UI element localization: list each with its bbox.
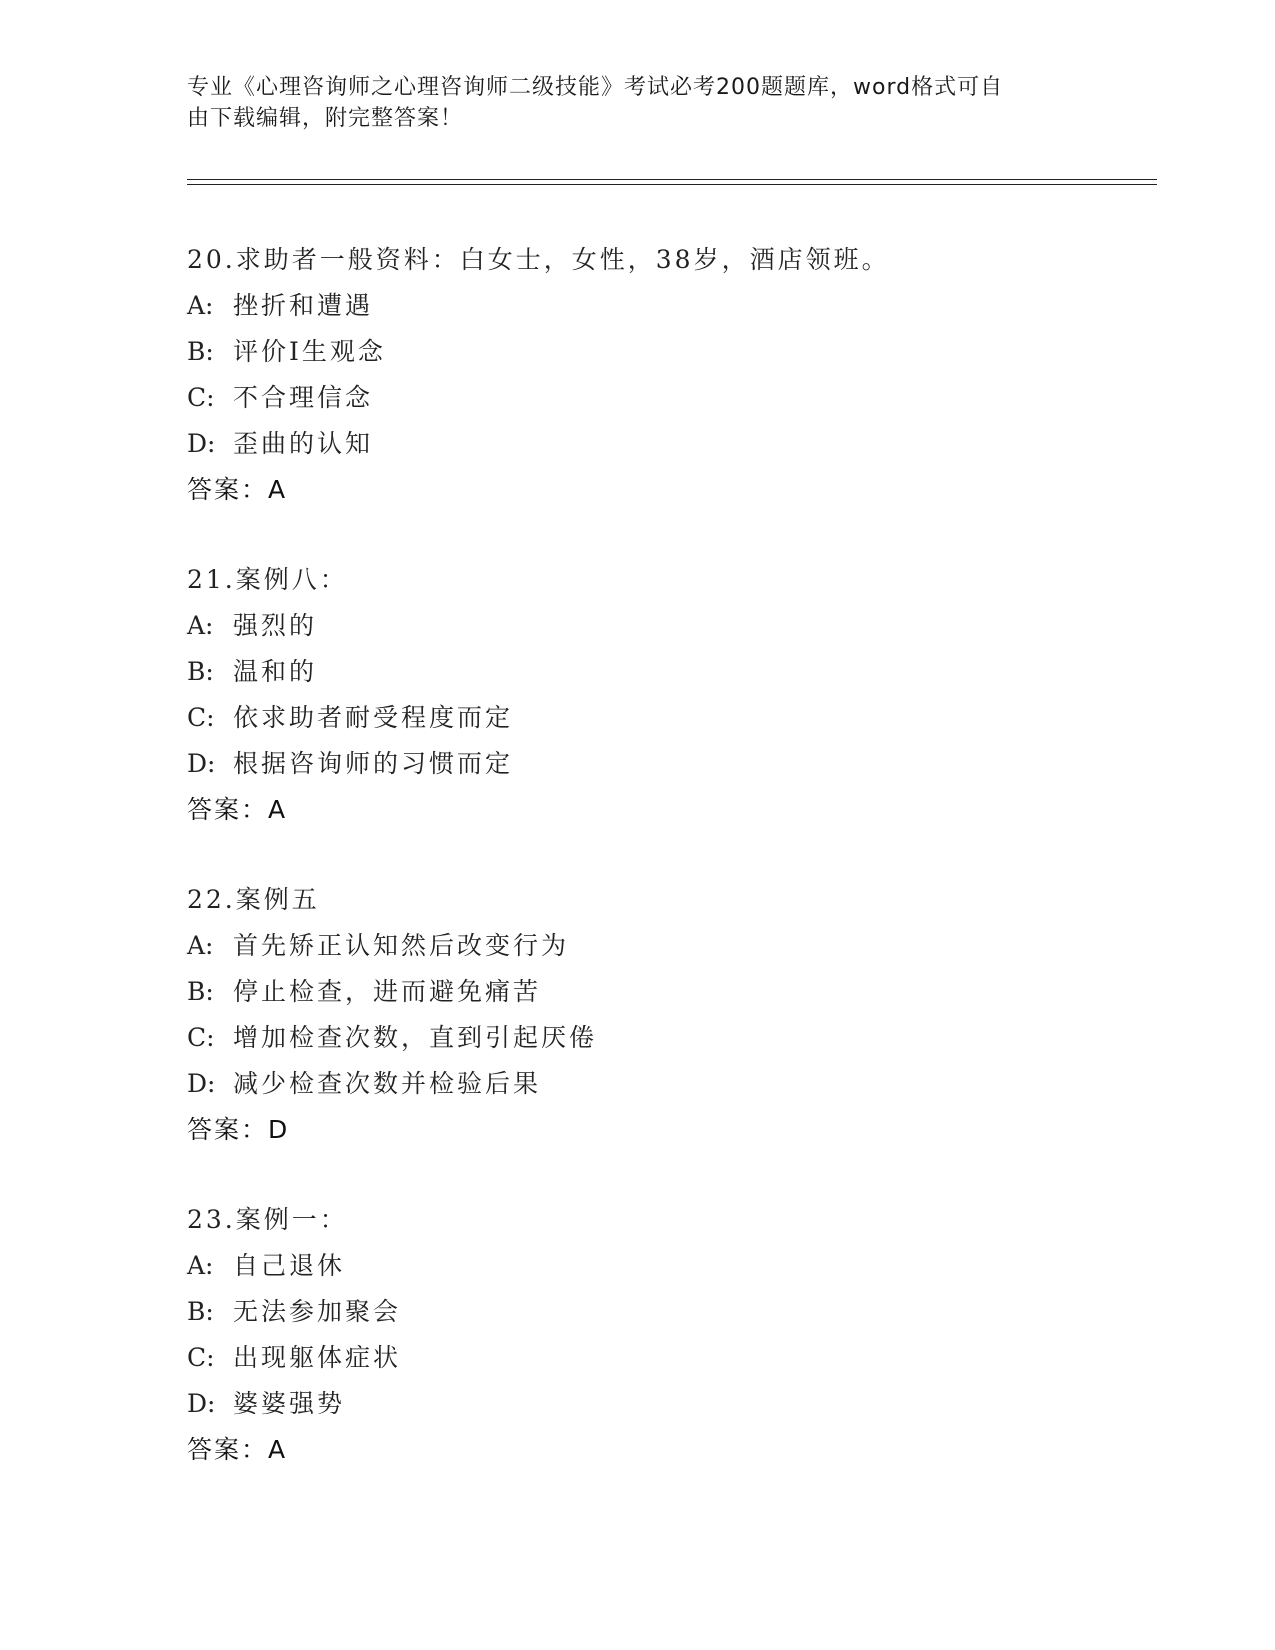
option-text: 温和的 xyxy=(233,657,318,686)
document-header xyxy=(187,72,1067,134)
option-text: 增加检查次数，直到引起厌倦 xyxy=(233,1023,598,1052)
question-stem: 23.案例一： xyxy=(187,1205,348,1234)
option-text: 强烈的 xyxy=(233,611,318,640)
question-stem: 20.求助者一般资料：白女士，女性，38岁，酒店领班。 xyxy=(187,245,890,274)
option-key: D: xyxy=(187,749,216,778)
option-c xyxy=(187,1015,1137,1061)
option-a xyxy=(187,603,1137,649)
option-text: 根据咨询师的习惯而定 xyxy=(233,749,514,778)
option-text: 依求助者耐受程度而定 xyxy=(233,703,514,732)
option-text: 不合理信念 xyxy=(233,383,374,412)
option-text: 歪曲的认知 xyxy=(233,429,374,458)
option-text: 减少检查次数并检验后果 xyxy=(233,1069,542,1098)
option-text: 评价Ⅰ生观念 xyxy=(233,337,386,366)
question-stem: 21.案例八： xyxy=(187,565,348,594)
option-a xyxy=(187,1243,1137,1289)
option-key: B: xyxy=(187,657,214,686)
option-key: C: xyxy=(187,1343,215,1372)
option-key: A: xyxy=(187,1251,214,1280)
option-text: 挫折和遭遇 xyxy=(233,291,374,320)
option-c xyxy=(187,1335,1137,1381)
question-20 xyxy=(187,237,1137,513)
option-c xyxy=(187,375,1137,421)
question-21 xyxy=(187,557,1137,833)
option-b xyxy=(187,969,1137,1015)
option-text: 自己退休 xyxy=(233,1251,346,1280)
option-key: B: xyxy=(187,337,214,366)
question-stem: 22.案例五 xyxy=(187,885,320,914)
option-key: B: xyxy=(187,977,214,1006)
option-a xyxy=(187,283,1137,329)
option-b xyxy=(187,329,1137,375)
option-text: 首先矫正认知然后改变行为 xyxy=(233,931,570,960)
option-d xyxy=(187,1381,1137,1427)
question-22 xyxy=(187,877,1137,1153)
option-key: A: xyxy=(187,291,214,320)
option-d xyxy=(187,741,1137,787)
question-23 xyxy=(187,1197,1137,1473)
option-d xyxy=(187,1061,1137,1107)
option-key: B: xyxy=(187,1297,214,1326)
header-divider-top xyxy=(187,179,1157,180)
option-d xyxy=(187,421,1137,467)
option-key: C: xyxy=(187,703,215,732)
option-text: 出现躯体症状 xyxy=(233,1343,402,1372)
option-a xyxy=(187,923,1137,969)
option-key: A: xyxy=(187,611,214,640)
header-line-2: 由下载编辑，附完整答案！ xyxy=(187,106,464,131)
option-key: D: xyxy=(187,1069,216,1098)
answer: 答案：D xyxy=(187,1115,290,1144)
answer: 答案：A xyxy=(187,795,288,824)
option-b xyxy=(187,649,1137,695)
header-line-1: 专业《心理咨询师之心理咨询师二级技能》考试必考200题题库，word格式可自 xyxy=(187,75,1004,100)
option-text: 无法参加聚会 xyxy=(233,1297,402,1326)
option-key: D: xyxy=(187,1389,216,1418)
option-text: 停止检查，进而避免痛苦 xyxy=(233,977,542,1006)
header-divider-bottom xyxy=(187,184,1157,185)
option-text: 婆婆强势 xyxy=(233,1389,346,1418)
answer: 答案：A xyxy=(187,1435,288,1464)
option-key: A: xyxy=(187,931,214,960)
option-b xyxy=(187,1289,1137,1335)
option-c xyxy=(187,695,1137,741)
option-key: C: xyxy=(187,1023,215,1052)
option-key: C: xyxy=(187,383,215,412)
option-key: D: xyxy=(187,429,216,458)
answer: 答案：A xyxy=(187,475,288,504)
